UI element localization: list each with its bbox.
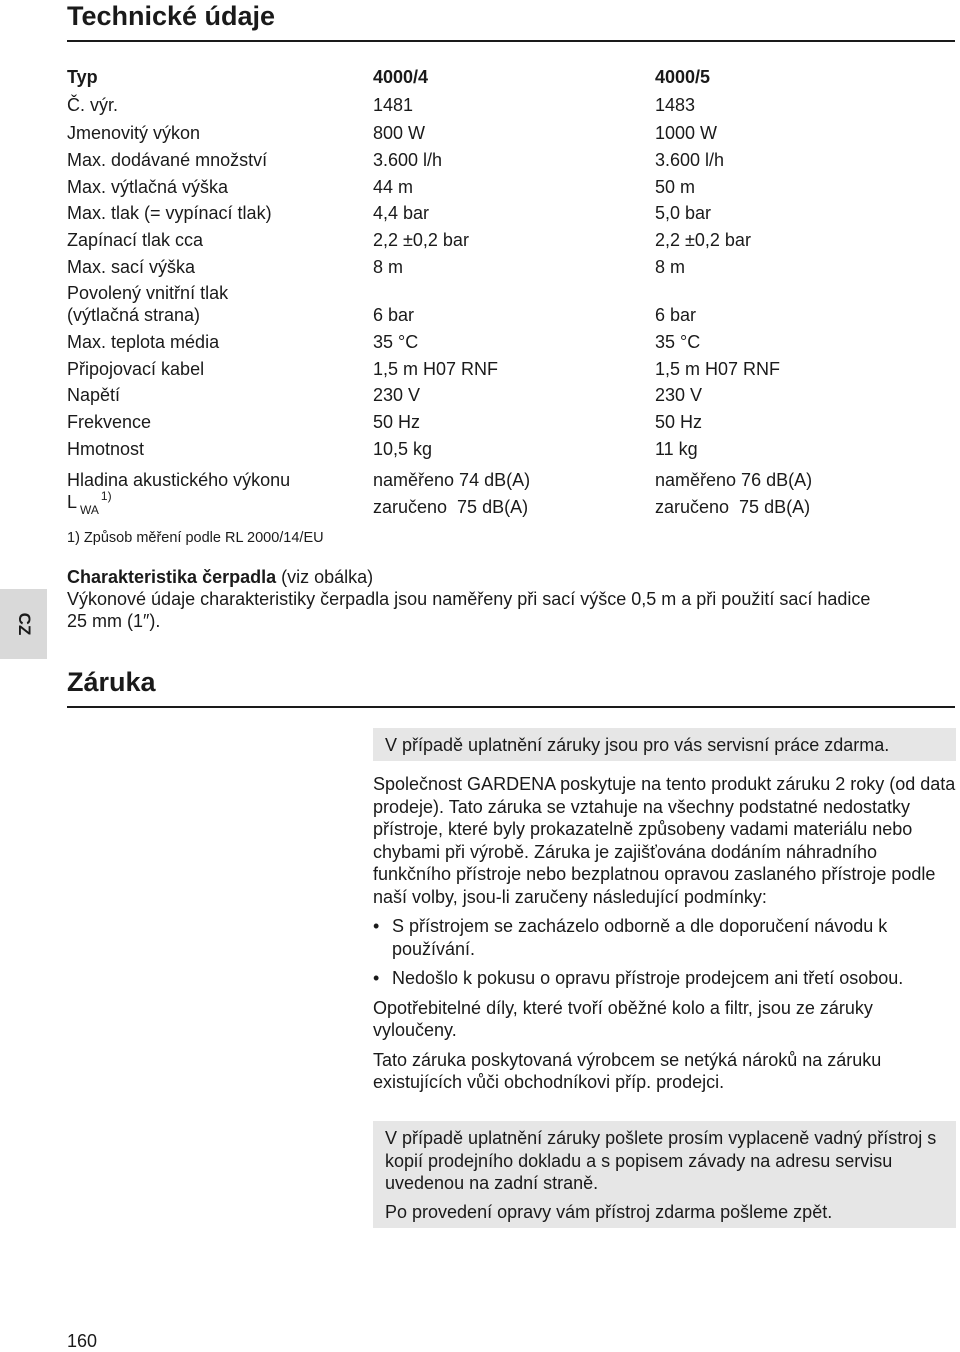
spec-row [67, 380, 947, 406]
characteristic-title-suffix: (viz obálka) [276, 567, 374, 587]
noise-measured: naměřeno 76 dB(A) [655, 470, 813, 490]
spec-label: Zapínací tlak cca [67, 230, 204, 250]
characteristic-title: Charakteristika čerpadla [67, 567, 277, 587]
spec-label: Typ [67, 67, 98, 87]
footnote-marker: 1) [100, 489, 112, 503]
spec-label: Max. výtlačná výška [67, 177, 229, 197]
spec-label: Jmenovitý výkon [67, 123, 201, 143]
spec-value: 50 m [655, 177, 696, 197]
spec-label: Hmotnost [67, 439, 145, 459]
spec-value: 230 V [373, 385, 421, 405]
spec-label: Připojovací kabel [67, 359, 205, 379]
spec-value: 10,5 kg [373, 439, 433, 459]
spec-value: 230 V [655, 385, 703, 405]
list-item [373, 967, 956, 990]
spec-value: 35 °C [373, 332, 419, 352]
title-divider [67, 40, 955, 42]
spec-label [67, 282, 373, 326]
spec-row [67, 88, 947, 116]
spec-value: 8 m [373, 257, 404, 277]
spec-row [67, 353, 947, 380]
spec-value: 2,2 ±0,2 bar [373, 230, 469, 250]
spec-value: 44 m [373, 177, 414, 197]
spec-value: 4,4 bar [373, 203, 430, 223]
warranty-paragraph: V případě uplatnění záruky pošlete prosím vyplaceně vadný přístroj s kopií prodejního dokladu a s popisem závady na adresu servisu uvedenou na zadní straně. [385, 1128, 937, 1193]
footnote: 1) Způsob měření podle RL 2000/14/EU [67, 530, 324, 546]
warranty-paragraph: Společnost GARDENA poskytuje na tento produkt záruku 2 roky (od data prodeje). Tato záruka se vztahuje na všechny podstatné nedostatky přístroje, které byly prokazatelně způsobeny vadami materiálu nebo chybami při výrobě. Záruka je zajišťována dodáním náhradního funkčního přístroje nebo bezplatnou opravou zaslaného přístroje podle naší volby, jsou-li zaručeny následující podmínky: [373, 774, 956, 907]
warranty-paragraph: Tato záruka poskytovaná výrobcem se netýká nároků na záruku existujících vůči obchodníkovi příp. prodejci. [373, 1049, 882, 1092]
spec-label: Max. teplota média [67, 332, 220, 352]
warranty-return-box [373, 1121, 956, 1228]
noise-measured: naměřeno 74 dB(A) [373, 470, 531, 490]
spec-value: 35 °C [655, 332, 701, 352]
bullet-icon: • [373, 968, 380, 988]
spec-row [67, 224, 947, 251]
spec-value: 1000 W [655, 123, 718, 143]
spec-value [655, 469, 947, 518]
list-item [373, 915, 956, 960]
spec-row [67, 171, 947, 198]
spec-label: Max. tlak (= vypínací tlak) [67, 203, 272, 223]
spec-label [67, 469, 373, 515]
spec-table [67, 62, 947, 519]
warranty-body [373, 773, 956, 1101]
list-item-text: S přístrojem se zacházelo odborně a dle doporučení návodu k používání. [392, 916, 888, 959]
spec-value: 50 Hz [655, 412, 703, 432]
pump-characteristic [67, 566, 887, 632]
spec-value: 11 kg [655, 439, 698, 459]
spec-label: Č. výr. [67, 95, 119, 115]
noise-guaranteed: zaručeno 75 dB(A) [373, 497, 529, 517]
bullet-icon: • [373, 916, 380, 936]
spec-row [67, 278, 947, 326]
spec-row [67, 433, 947, 460]
spec-value: 3.600 l/h [373, 150, 443, 170]
spec-noise-row [67, 460, 947, 519]
spec-value: 6 bar [373, 305, 415, 325]
spec-value: 8 m [655, 257, 686, 277]
section-divider [67, 706, 955, 708]
spec-value: 1,5 m H07 RNF [655, 359, 781, 379]
spec-row [67, 116, 947, 144]
spec-value [373, 469, 655, 518]
spec-row [67, 326, 947, 353]
spec-value: 50 Hz [373, 412, 421, 432]
spec-value: 1,5 m H07 RNF [373, 359, 499, 379]
spec-value: 800 W [373, 123, 426, 143]
spec-label: Napětí [67, 385, 121, 405]
spec-label: Max. sací výška [67, 257, 196, 277]
spec-row [67, 198, 947, 224]
spec-row [67, 251, 947, 278]
language-tab-label: CZ [14, 612, 34, 636]
spec-value: 6 bar [655, 305, 697, 325]
spec-value: 5,0 bar [655, 203, 712, 223]
spec-value: 1483 [655, 95, 696, 115]
characteristic-text: Výkonové údaje charakteristiky čerpadla jsou naměřeny při sací výšce 0,5 m a při použití sací hadice 25 mm (1″). [67, 589, 871, 631]
spec-value: 1481 [373, 95, 414, 115]
warranty-highlight-box: V případě uplatnění záruky jsou pro vás servisní práce zdarma. [373, 728, 956, 761]
noise-guaranteed: zaručeno 75 dB(A) [655, 497, 811, 517]
spec-header-row [67, 62, 947, 88]
noise-symbol: L $_{WA}^{1)}$ [67, 489, 112, 517]
noise-label: Hladina akustického výkonu [67, 470, 291, 490]
spec-model-4000-4: 4000/4 [373, 67, 429, 87]
section-title: Záruka [67, 667, 156, 697]
spec-row [67, 406, 947, 433]
page-title: Technické údaje [67, 1, 276, 31]
warranty-paragraph: Po provedení opravy vám přístroj zdarma pošleme zpět. [385, 1201, 833, 1222]
characteristic-heading [67, 566, 887, 588]
warranty-paragraph: Opotřebitelné díly, které tvoří oběžné kolo a filtr, jsou ze záruky vyloučeny. [373, 997, 873, 1040]
page-number: 160 [67, 1331, 98, 1351]
spec-label: Max. dodávané množství [67, 150, 268, 170]
spec-label: Frekvence [67, 412, 152, 432]
spec-label-line: Povolený vnitřní tlak [67, 283, 229, 303]
spec-label-line: (výtlačná strana) [67, 305, 201, 325]
spec-model-4000-5: 4000/5 [655, 67, 711, 87]
language-tab [0, 589, 47, 659]
spec-value: 3.600 l/h [655, 150, 725, 170]
list-item-text: Nedošlo k pokusu o opravu přístroje prodejcem ani třetí osobou. [392, 968, 904, 988]
spec-value: 2,2 ±0,2 bar [655, 230, 751, 250]
spec-row [67, 144, 947, 171]
noise-subscript: WA [80, 503, 99, 517]
